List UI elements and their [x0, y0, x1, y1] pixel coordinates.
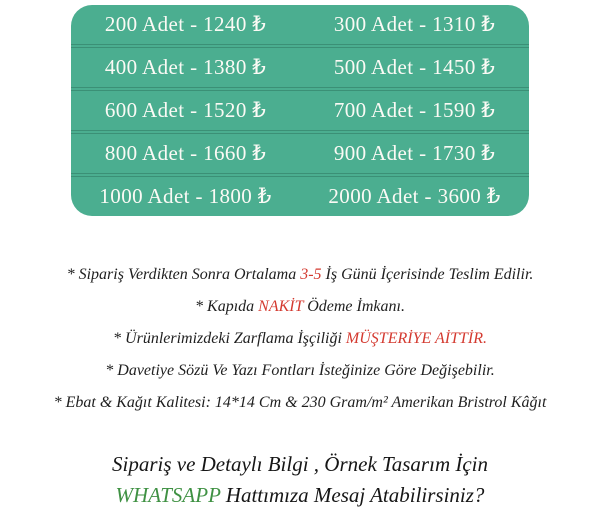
note-text: * Davetiye Sözü Ve Yazı Fontları İsteğinize Göre Değişebilir.	[105, 362, 495, 379]
price-table	[71, 5, 529, 216]
footer-line-1: Sipariş ve Detaylı Bilgi , Örnek Tasarım İçin	[111, 452, 489, 476]
footer-section	[0, 449, 600, 511]
price-cell-left: 1000 Adet - 1800 ₺	[99, 184, 272, 208]
note-text: İş Günü İçerisinde Teslim Edilir.	[321, 266, 534, 283]
price-row	[71, 177, 529, 216]
note-line-delivery	[0, 259, 600, 291]
price-cell-right: 900 Adet - 1730 ₺	[333, 141, 496, 165]
note-highlight: 3-5	[300, 266, 322, 283]
price-row	[71, 91, 529, 130]
price-cell-left: 800 Adet - 1660 ₺	[104, 141, 267, 165]
price-cell-right: 500 Adet - 1450 ₺	[333, 55, 496, 79]
note-line-payment	[0, 291, 600, 323]
note-text: * Kapıda	[195, 298, 259, 315]
price-cell-right: 300 Adet - 1310 ₺	[333, 12, 496, 36]
price-cell-left: 600 Adet - 1520 ₺	[104, 98, 267, 122]
whatsapp-highlight[interactable]: WHATSAPP	[115, 483, 221, 507]
note-text: Ödeme İmkanı.	[303, 298, 405, 315]
footer-line-2-rest: Hattımıza Mesaj Atabilirsiniz?	[220, 483, 485, 507]
note-highlight: MÜŞTERİYE AİTTİR.	[345, 330, 487, 347]
price-cell-right: 700 Adet - 1590 ₺	[333, 98, 496, 122]
note-text: * Ürünlerimizdeki Zarflama İşçiliği	[113, 330, 346, 347]
footer-line-2	[0, 480, 600, 511]
note-text: * Sipariş Verdikten Sonra Ortalama	[66, 266, 301, 283]
note-line-paper	[0, 387, 600, 419]
price-row	[71, 48, 529, 87]
note-line-envelope	[0, 323, 600, 355]
price-row	[71, 5, 529, 44]
price-cell-right: 2000 Adet - 3600 ₺	[328, 184, 501, 208]
notes-section	[0, 259, 600, 419]
note-highlight: NAKİT	[258, 298, 304, 315]
note-text: * Ebat & Kağıt Kalitesi: 14*14 Cm & 230 Gram/m² Amerikan Bristrol Kâğıt	[53, 394, 547, 411]
price-row	[71, 134, 529, 173]
price-cell-left: 400 Adet - 1380 ₺	[104, 55, 267, 79]
price-cell-left: 200 Adet - 1240 ₺	[104, 12, 267, 36]
note-line-fonts	[0, 355, 600, 387]
